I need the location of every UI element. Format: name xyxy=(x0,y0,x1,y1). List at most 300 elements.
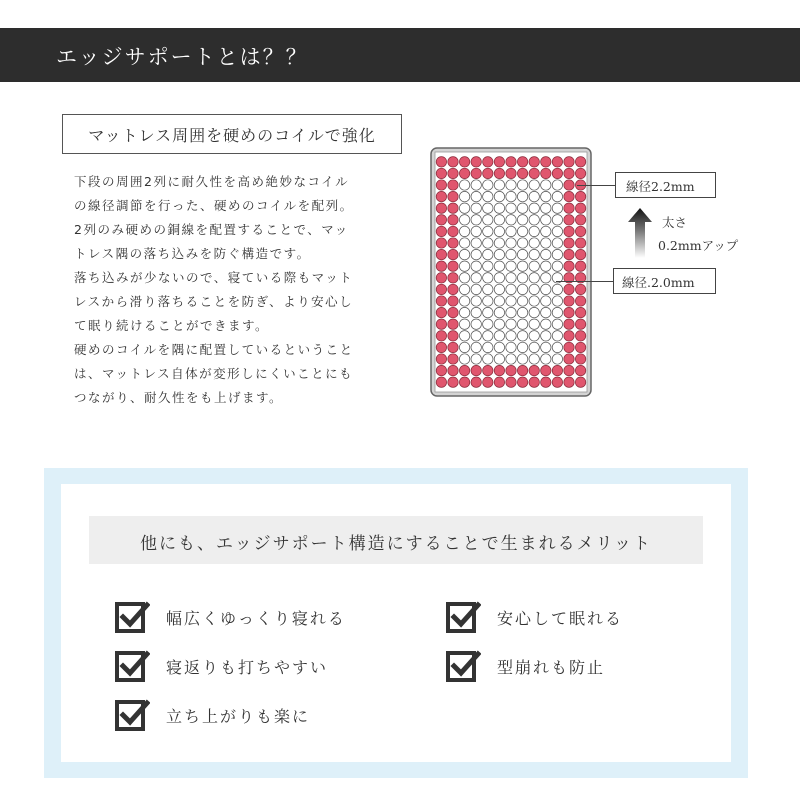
description-line: は、マットレス自体が変形しにくいことにも xyxy=(74,366,354,381)
inner-coil xyxy=(471,238,481,248)
inner-coil xyxy=(506,342,516,352)
inner-coil xyxy=(529,296,539,306)
edge-coil xyxy=(575,342,585,352)
edge-coil xyxy=(552,377,562,387)
description-line: 落ち込みが少ないので、寝ている際もマット xyxy=(74,270,354,285)
edge-coil xyxy=(564,319,574,329)
inner-coil xyxy=(506,319,516,329)
description-line: つながり、耐久性をも上げます。 xyxy=(74,390,284,405)
edge-coil xyxy=(483,365,493,375)
edge-coil xyxy=(552,168,562,178)
edge-coil xyxy=(564,331,574,341)
edge-coil xyxy=(436,168,446,178)
inner-coil xyxy=(471,249,481,259)
edge-coil xyxy=(448,249,458,259)
edge-coil xyxy=(448,284,458,294)
edge-coil xyxy=(575,331,585,341)
inner-coil xyxy=(529,331,539,341)
inner-coil xyxy=(494,191,504,201)
inner-coil-label: 線径.2.0mm xyxy=(622,275,695,290)
inner-coil xyxy=(459,284,469,294)
inner-coil xyxy=(552,203,562,213)
inner-coil xyxy=(552,191,562,201)
inner-coil-label-box xyxy=(613,268,716,294)
edge-coil xyxy=(448,307,458,317)
edge-coil xyxy=(471,377,481,387)
edge-coil xyxy=(448,273,458,283)
edge-coil xyxy=(459,365,469,375)
merits-title-band xyxy=(89,516,703,564)
inner-coil xyxy=(517,215,527,225)
edge-coil xyxy=(564,354,574,364)
merits-title: 他にも、エッジサポート構造にすることで生まれるメリット xyxy=(140,534,652,554)
inner-coil xyxy=(494,238,504,248)
merit-label: 安心して眠れる xyxy=(497,609,624,628)
inner-coil xyxy=(529,261,539,271)
edge-coil xyxy=(448,157,458,167)
edge-coil xyxy=(448,354,458,364)
description xyxy=(74,170,394,410)
inner-coil xyxy=(517,319,527,329)
description-line: 硬めのコイルを隅に配置しているということ xyxy=(74,342,354,357)
edge-coil xyxy=(448,365,458,375)
inner-coil xyxy=(506,215,516,225)
edge-coil xyxy=(564,238,574,248)
edge-coil xyxy=(529,365,539,375)
inner-coil xyxy=(529,307,539,317)
edge-coil xyxy=(436,296,446,306)
inner-coil xyxy=(517,342,527,352)
inner-coil xyxy=(552,307,562,317)
inner-coil xyxy=(506,226,516,236)
merits-panel xyxy=(61,484,731,762)
description-line: トレス隅の落ち込みを防ぐ構造です。 xyxy=(74,246,311,261)
edge-coil xyxy=(575,365,585,375)
inner-coil xyxy=(494,296,504,306)
edge-coil xyxy=(541,157,551,167)
edge-coil xyxy=(436,342,446,352)
edge-coil xyxy=(436,215,446,225)
edge-coil xyxy=(506,377,516,387)
edge-coil xyxy=(564,296,574,306)
edge-coil xyxy=(471,157,481,167)
inner-coil xyxy=(459,354,469,364)
inner-coil xyxy=(529,249,539,259)
inner-coil xyxy=(494,331,504,341)
edge-coil xyxy=(436,203,446,213)
inner-coil xyxy=(494,354,504,364)
inner-coil xyxy=(483,261,493,271)
inner-coil xyxy=(541,331,551,341)
edge-coil xyxy=(436,157,446,167)
edge-coil xyxy=(552,157,562,167)
merits-frame xyxy=(44,468,748,778)
inner-coil xyxy=(494,249,504,259)
inner-coil xyxy=(552,238,562,248)
edge-coil xyxy=(448,238,458,248)
inner-coil xyxy=(552,342,562,352)
edge-coil xyxy=(436,273,446,283)
edge-coil xyxy=(529,168,539,178)
header-bar xyxy=(0,28,800,82)
inner-coil xyxy=(494,273,504,283)
inner-coil xyxy=(517,180,527,190)
subheading-box xyxy=(62,114,402,154)
inner-coil xyxy=(471,203,481,213)
inner-coil xyxy=(517,284,527,294)
edge-coil xyxy=(459,168,469,178)
edge-coil xyxy=(564,215,574,225)
inner-coil xyxy=(494,261,504,271)
inner-coil xyxy=(494,215,504,225)
inner-coil xyxy=(471,284,481,294)
inner-coil xyxy=(459,203,469,213)
inner-coil xyxy=(459,296,469,306)
inner-coil xyxy=(471,331,481,341)
inner-coil xyxy=(552,226,562,236)
edge-coil xyxy=(564,261,574,271)
edge-coil xyxy=(575,191,585,201)
inner-coil xyxy=(529,215,539,225)
inner-coil xyxy=(506,261,516,271)
inner-coil xyxy=(552,354,562,364)
inner-coil xyxy=(471,354,481,364)
inner-coil xyxy=(541,191,551,201)
inner-coil xyxy=(459,273,469,283)
inner-coil xyxy=(483,249,493,259)
checkbox-checked-icon xyxy=(114,697,150,733)
inner-coil xyxy=(552,319,562,329)
edge-coil xyxy=(436,354,446,364)
edge-coil xyxy=(448,377,458,387)
inner-coil xyxy=(471,296,481,306)
edge-coil xyxy=(506,157,516,167)
merit-label: 寝返りも打ちやすい xyxy=(166,658,329,677)
inner-coil xyxy=(459,238,469,248)
edge-coil xyxy=(564,249,574,259)
merit-item xyxy=(445,648,685,684)
inner-coil xyxy=(459,307,469,317)
edge-coil xyxy=(575,319,585,329)
inner-coil xyxy=(494,180,504,190)
edge-coil xyxy=(436,377,446,387)
inner-coil xyxy=(541,203,551,213)
edge-coil xyxy=(494,377,504,387)
edge-coil xyxy=(448,191,458,201)
edge-coil xyxy=(448,331,458,341)
up-arrow-icon xyxy=(628,208,652,258)
inner-coil xyxy=(552,284,562,294)
inner-coil xyxy=(541,226,551,236)
edge-coil xyxy=(541,168,551,178)
inner-coil xyxy=(541,249,551,259)
inner-coil xyxy=(552,180,562,190)
inner-coil xyxy=(459,319,469,329)
edge-coil xyxy=(575,238,585,248)
edge-coil xyxy=(436,238,446,248)
edge-coil xyxy=(575,215,585,225)
inner-coil xyxy=(471,215,481,225)
edge-coil xyxy=(575,157,585,167)
inner-coil xyxy=(459,261,469,271)
inner-coil xyxy=(459,180,469,190)
inner-coil xyxy=(506,331,516,341)
edge-coil xyxy=(564,226,574,236)
edge-coil xyxy=(483,157,493,167)
edge-coil xyxy=(436,284,446,294)
edge-coil xyxy=(541,365,551,375)
inner-coil xyxy=(552,331,562,341)
merit-item xyxy=(445,599,685,635)
edge-coil xyxy=(471,168,481,178)
subheading: マットレス周囲を硬めのコイルで強化 xyxy=(88,126,376,145)
inner-coil xyxy=(541,215,551,225)
inner-coil xyxy=(506,191,516,201)
edge-coil xyxy=(575,284,585,294)
edge-coil xyxy=(575,377,585,387)
inner-coil xyxy=(494,307,504,317)
merit-item xyxy=(114,599,354,635)
checkbox-checked-icon xyxy=(445,648,481,684)
inner-coil xyxy=(529,273,539,283)
edge-coil xyxy=(564,191,574,201)
merit-label: 型崩れも防止 xyxy=(497,658,606,677)
edge-coil xyxy=(517,365,527,375)
edge-coil xyxy=(517,168,527,178)
edge-coil xyxy=(575,168,585,178)
edge-coil xyxy=(459,377,469,387)
inner-coil xyxy=(529,284,539,294)
inner-coil xyxy=(541,284,551,294)
inner-coil xyxy=(506,307,516,317)
description-line: て眠り続けることができます。 xyxy=(74,318,270,333)
edge-coil xyxy=(575,203,585,213)
inner-coil xyxy=(483,354,493,364)
inner-coil xyxy=(483,180,493,190)
edge-coil xyxy=(483,377,493,387)
inner-coil xyxy=(529,342,539,352)
merit-label: 立ち上がりも楽に xyxy=(166,707,311,726)
inner-coil xyxy=(483,331,493,341)
inner-coil xyxy=(541,319,551,329)
inner-coil xyxy=(517,331,527,341)
edge-coil xyxy=(564,365,574,375)
edge-coil xyxy=(436,191,446,201)
inner-coil xyxy=(506,238,516,248)
inner-coil xyxy=(483,226,493,236)
thickness-label-line2: 0.2mmアップ xyxy=(658,238,739,253)
edge-coil xyxy=(459,157,469,167)
thickness-label-line1: 太さ xyxy=(662,215,688,230)
edge-coil xyxy=(564,377,574,387)
inner-coil xyxy=(517,261,527,271)
inner-coil xyxy=(506,354,516,364)
inner-coil xyxy=(459,331,469,341)
description-line: 2列のみ硬めの銅線を配置することで、マッ xyxy=(74,222,349,237)
edge-coil xyxy=(436,180,446,190)
page-title: エッジサポートとは？？ xyxy=(56,45,309,69)
inner-coil xyxy=(517,249,527,259)
edge-coil xyxy=(575,249,585,259)
edge-coil xyxy=(483,168,493,178)
description-line: レスから滑り落ちることを防ぎ、より安心し xyxy=(74,294,354,309)
inner-coil xyxy=(506,284,516,294)
inner-coil xyxy=(483,296,493,306)
edge-coil xyxy=(564,157,574,167)
edge-coil xyxy=(448,203,458,213)
inner-coil xyxy=(506,203,516,213)
inner-coil xyxy=(517,354,527,364)
inner-coil xyxy=(541,261,551,271)
inner-coil xyxy=(541,307,551,317)
edge-coil xyxy=(448,168,458,178)
edge-coil xyxy=(448,226,458,236)
edge-coil xyxy=(529,377,539,387)
edge-coil xyxy=(541,377,551,387)
outer-coil-label-box xyxy=(615,172,716,198)
edge-coil xyxy=(448,261,458,271)
inner-coil xyxy=(552,296,562,306)
edge-coil xyxy=(564,284,574,294)
inner-coil xyxy=(529,238,539,248)
edge-coil xyxy=(552,365,562,375)
inner-coil xyxy=(552,249,562,259)
inner-coil xyxy=(552,215,562,225)
inner-coil xyxy=(541,354,551,364)
edge-coil xyxy=(436,307,446,317)
edge-coil xyxy=(564,307,574,317)
inner-coil xyxy=(517,238,527,248)
inner-coil xyxy=(459,249,469,259)
inner-coil xyxy=(529,354,539,364)
edge-coil xyxy=(517,377,527,387)
inner-coil xyxy=(529,226,539,236)
description-line: 下段の周囲2列に耐久性を高め絶妙なコイル xyxy=(74,174,350,189)
inner-coil xyxy=(517,226,527,236)
inner-coil xyxy=(494,342,504,352)
inner-coil xyxy=(541,238,551,248)
checkbox-checked-icon xyxy=(445,599,481,635)
merit-label: 幅広くゆっくり寝れる xyxy=(166,609,346,628)
leader-line-outer xyxy=(577,185,615,186)
inner-coil xyxy=(483,238,493,248)
leader-line-inner xyxy=(556,281,613,282)
checkbox-checked-icon xyxy=(114,599,150,635)
inner-coil xyxy=(471,261,481,271)
inner-coil xyxy=(483,342,493,352)
inner-coil xyxy=(459,215,469,225)
edge-coil xyxy=(448,296,458,306)
inner-coil xyxy=(483,284,493,294)
outer-coil-label: 線径2.2mm xyxy=(626,179,695,194)
inner-coil xyxy=(471,180,481,190)
inner-coil xyxy=(483,273,493,283)
inner-coil xyxy=(483,307,493,317)
edge-coil xyxy=(436,226,446,236)
inner-coil xyxy=(529,180,539,190)
inner-coil xyxy=(494,226,504,236)
edge-coil xyxy=(471,365,481,375)
inner-coil xyxy=(471,226,481,236)
inner-coil xyxy=(471,191,481,201)
edge-coil xyxy=(575,296,585,306)
inner-coil xyxy=(517,296,527,306)
inner-coil xyxy=(471,273,481,283)
edge-coil xyxy=(436,331,446,341)
inner-coil xyxy=(471,307,481,317)
edge-coil xyxy=(494,157,504,167)
inner-coil xyxy=(506,249,516,259)
inner-coil xyxy=(459,342,469,352)
inner-coil xyxy=(459,191,469,201)
edge-coil xyxy=(448,180,458,190)
edge-coil xyxy=(575,307,585,317)
edge-coil xyxy=(575,226,585,236)
edge-coil xyxy=(448,342,458,352)
edge-coil xyxy=(575,354,585,364)
inner-coil xyxy=(552,261,562,271)
coil-layout-diagram xyxy=(430,147,592,397)
edge-coil xyxy=(436,365,446,375)
description-line: の線径調節を行った、硬めのコイルを配列。 xyxy=(74,198,354,213)
inner-coil xyxy=(506,273,516,283)
inner-coil xyxy=(517,273,527,283)
edge-coil xyxy=(564,168,574,178)
inner-coil xyxy=(471,342,481,352)
inner-coil xyxy=(483,191,493,201)
inner-coil xyxy=(471,319,481,329)
edge-coil xyxy=(436,319,446,329)
inner-coil xyxy=(494,203,504,213)
inner-coil xyxy=(494,319,504,329)
edge-coil xyxy=(506,365,516,375)
edge-coil xyxy=(506,168,516,178)
inner-coil xyxy=(529,319,539,329)
inner-coil xyxy=(541,342,551,352)
edge-coil xyxy=(564,342,574,352)
edge-coil xyxy=(575,261,585,271)
inner-coil xyxy=(483,319,493,329)
checkbox-checked-icon xyxy=(114,648,150,684)
inner-coil xyxy=(541,296,551,306)
edge-coil xyxy=(529,157,539,167)
edge-coil xyxy=(436,249,446,259)
inner-coil xyxy=(483,215,493,225)
edge-coil xyxy=(494,365,504,375)
merit-item xyxy=(114,648,354,684)
inner-coil xyxy=(529,203,539,213)
edge-coil xyxy=(436,261,446,271)
inner-coil xyxy=(494,284,504,294)
inner-coil xyxy=(541,273,551,283)
inner-coil xyxy=(517,203,527,213)
inner-coil xyxy=(541,180,551,190)
inner-coil xyxy=(483,203,493,213)
edge-coil xyxy=(564,180,574,190)
inner-coil xyxy=(517,191,527,201)
inner-coil xyxy=(506,180,516,190)
edge-coil xyxy=(494,168,504,178)
edge-coil xyxy=(448,319,458,329)
inner-coil xyxy=(459,226,469,236)
edge-coil xyxy=(564,203,574,213)
edge-coil xyxy=(517,157,527,167)
edge-coil xyxy=(448,215,458,225)
inner-coil xyxy=(529,191,539,201)
inner-coil xyxy=(506,296,516,306)
merit-item xyxy=(114,697,354,733)
inner-coil xyxy=(517,307,527,317)
